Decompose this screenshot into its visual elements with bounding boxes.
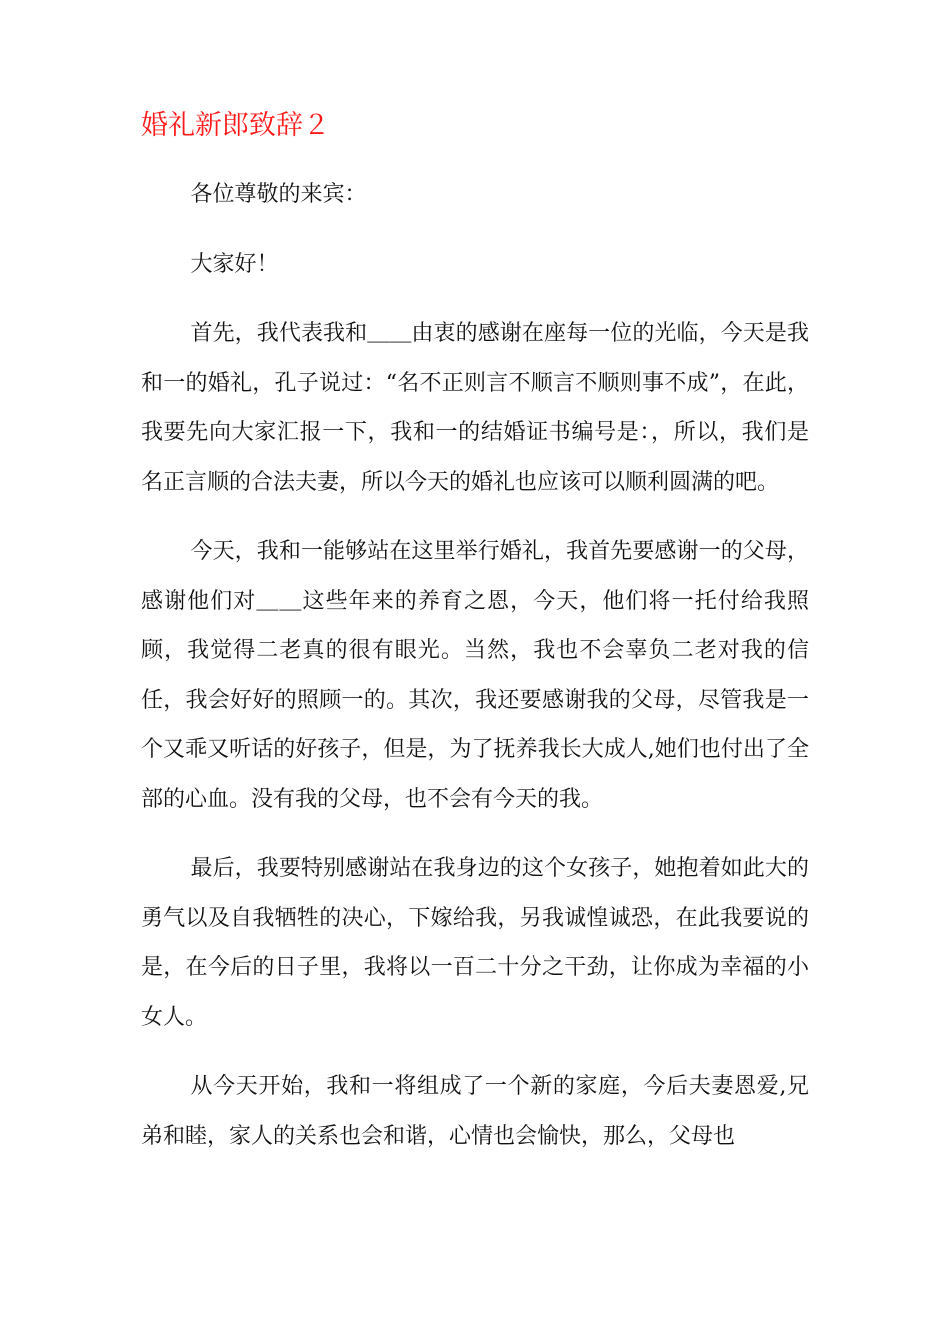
paragraph-new-family: 从今天开始，我和一将组成了一个新的家庭，今后夫妻恩爱,兄弟和睦，家人的关系也会和谐，心情也会愉快，那么，父母也 [141,1074,809,1149]
document-body [141,170,809,1181]
paragraph-greeting: 各位尊敬的来宾： [190,182,367,207]
paragraph-thanks-bride: 最后，我要特别感谢站在我身边的这个女孩子，她抱着如此大的勇气以及自我牺牲的决心，下嫁给我，另我诚惶诚恐，在此我要说的是，在今后的日子里，我将以一百二十分之干劲，让你成为幸福的小女人。 [141,856,809,1030]
paragraph-hello: 大家好！ [190,251,279,277]
paragraph-opening: 首先，我代表我和＿＿由衷的感谢在座每一位的光临，今天是我和一的婚礼，孔子说过：“名不正则言不顺言不顺则事不成”，在此，我要先向大家汇报一下，我和一的结婚证书编号是：，所以，我们是名正言顺的合法夫妻，所以今天的婚礼也应该可以顺利圆满的吧。 [141,321,809,495]
paragraph-thanks-parents: 今天，我和一能够站在这里举行婚礼，我首先要感谢一的父母，感谢他们对＿＿这些年来的养育之恩，今天，他们将一托付给我照顾，我觉得二老真的很有眼光。当然，我也不会辜负二老对我的信任，我会好好的照顾一的。其次，我还要感谢我的父母，尽管我是一个又乖又听话的好孩子，但是，为了抚养我长大成人,她们也付出了全部的心血。没有我的父母，也不会有今天的我。 [141,539,809,812]
document-title: 婚礼新郎致辞２ [141,110,330,141]
